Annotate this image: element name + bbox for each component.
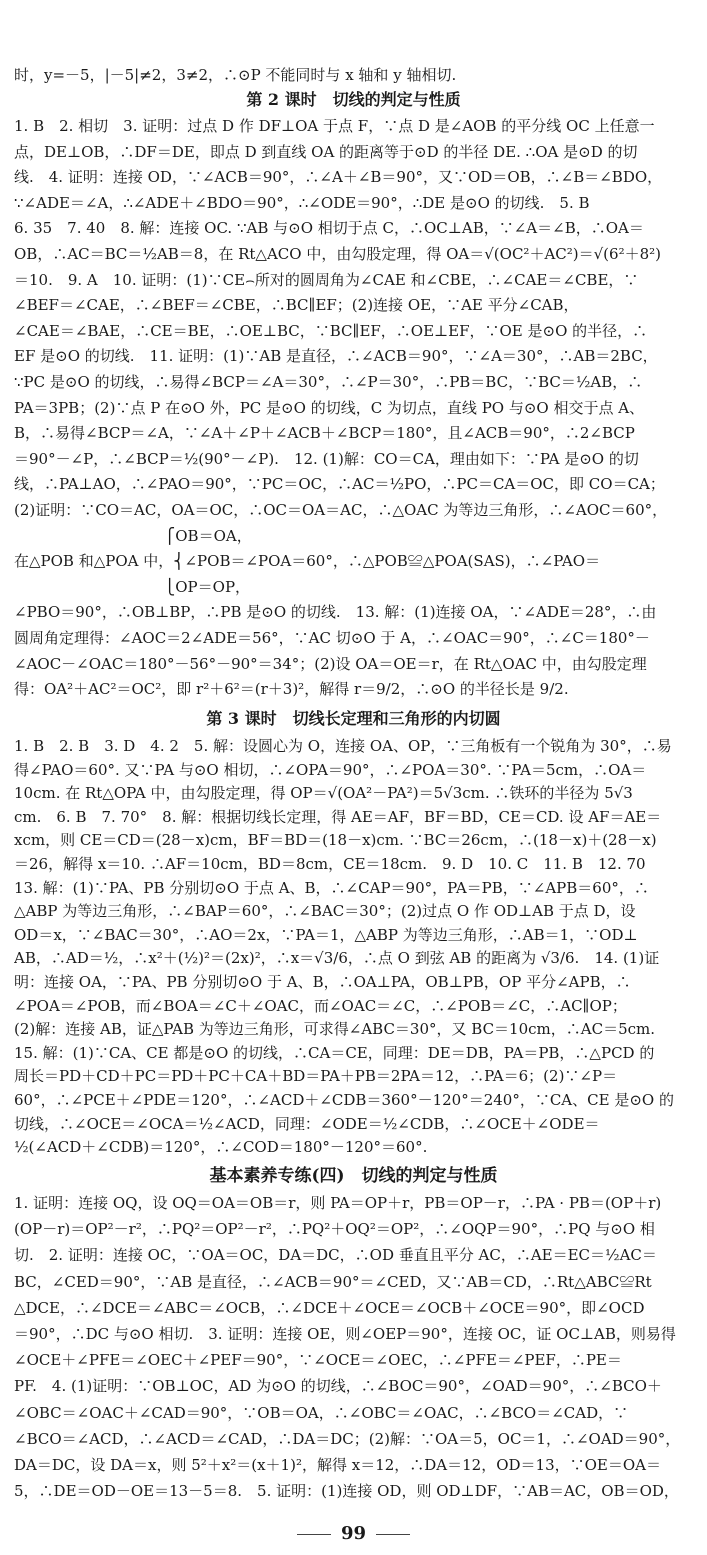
text-line: ＝90°－∠P，∴∠BCP＝½(90°－∠P). 12. (1)解：CO＝CA，理由如下：∵PA 是⊙O 的切 [14, 449, 639, 468]
text-line: 在△POB 和△POA 中，⎨∠POB＝∠POA＝60°，∴△POB≌△POA(SAS)，∴∠PAO＝ [14, 552, 601, 571]
text-line: 切线，∴∠OCE＝∠OCA＝½∠ACD，同理：∠ODE＝½∠CDB，∴∠OCE＋∠ODE＝ [14, 1114, 600, 1133]
text-line: 10cm. 在 Rt△OPA 中，由勾股定理，得 OP＝√(OA²－PA²)＝5√3cm. ∴铁环的半径为 5√3 [14, 784, 633, 803]
text-line: 线. 4. 证明：连接 OD，∵∠ACB＝90°，∴∠A＋∠B＝90°，又∵OD＝OB，∴∠B＝∠BDO， [14, 168, 663, 187]
text-line: EF 是⊙O 的切线. 11. 证明：(1)∵AB 是直径，∴∠ACB＝90°，∵∠A＝30°，∴AB＝2BC， [14, 347, 658, 366]
text-line: ∵∠ADE＝∠A，∴∠ADE＋∠BDO＝90°，∴∠ODE＝90°，∴DE 是⊙O 的切线. 5. B [14, 193, 590, 212]
text-line: (2)解：连接 AB，证△PAB 为等边三角形，可求得∠ABC＝30°，又 BC＝10cm，∴AC＝5cm. [14, 1020, 656, 1039]
text-line: AB，∴AD＝½，∴x²＋(½)²＝(2x)²，∴x＝√3/6，∴点 O 到弦 AB 的距离为 √3/6. 14. (1)证 [14, 949, 660, 968]
text-line: ∵PC 是⊙O 的切线，∴易得∠BCP＝∠A＝30°，∴∠P＝30°，∴PB＝BC，∵BC＝½AB，∴ [14, 373, 643, 391]
text-line: xcm，则 CE＝CD＝(28－x)cm，BF＝BD＝(18－x)cm. ∵BC＝26cm，∴(18－x)＋(28－x) [14, 831, 657, 850]
text-line: 15. 解：(1)∵CA、CE 都是⊙O 的切线，∴CA＝CE，同理：DE＝DB，PA＝PB，∴△PCD 的 [14, 1043, 655, 1062]
text-line: ＝90°，∴DC 与⊙O 相切. 3. 证明：连接 OE，则∠OEP＝90°，连接 OC，证 OC⊥AB，则易得 [14, 1325, 676, 1343]
text-line: ＝10. 9. A 10. 证明：(1)∵CE⌢所对的圆周角为∠CAE 和∠CBE，∴∠CAE＝∠CBE，∵ [14, 270, 639, 289]
text-line: 1. B 2. 相切 3. 证明：过点 D 作 DF⊥OA 于点 F，∵点 D 是∠AOB 的平分线 OC 上任意一 [14, 117, 655, 135]
text-line: OD＝x，∵∠BAC＝30°，∴AO＝2x，∵PA＝1，△ABP 为等边三角形，∴AB＝1，∵OD⊥ [14, 925, 638, 944]
text-line: 得∠PAO＝60°. 又∵PA 与⊙O 相切，∴∠OPA＝90°，∴∠POA＝30°. ∵PA＝5cm，∴OA＝ [14, 760, 647, 779]
text-line: ∠BCO＝∠ACD，∴∠ACD＝∠CAD，∴DA＝DC；(2)解：∵OA＝5，OC＝1，∴∠OAD＝90°， [14, 1429, 681, 1448]
page-number-right-rule [376, 1534, 410, 1535]
text-line: 13. 解：(1)∵PA、PB 分别切⊙O 于点 A、B，∴∠CAP＝90°，PA＝PB，∵∠APB＝60°，∴ [14, 878, 649, 897]
text-line: 得：OA²＋AC²＝OC²，即 r²＋6²＝(r＋3)²，解得 r＝9/2，∴⊙O 的半径长是 9/2. [14, 680, 569, 699]
text-line: PF. 4. (1)证明：∵OB⊥OC，AD 为⊙O 的切线，∴∠BOC＝90°，∠OAD＝90°，∴∠BCO＋ [14, 1377, 662, 1396]
text-line: 切. 2. 证明：连接 OC，∵OA＝OC，DA＝DC，∴OD 垂直且平分 AC，∴AE＝EC＝½AC＝ [14, 1246, 657, 1265]
text-line: 明：连接 OA，∵PA、PB 分别切⊙O 于 A、B，∴OA⊥PA，OB⊥PB，OP 平分∠APB，∴ [14, 973, 631, 991]
text-line: 1. 证明：连接 OQ，设 OQ＝OA＝OB＝r，则 PA＝OP＋r，PB＝OP－r，∴PA · PB＝(OP＋r) [14, 1194, 662, 1212]
text-line: ∠OBC＝∠OAC＋∠CAD＝90°，∵OB＝OA，∴∠OBC＝∠OAC，∴∠BCO＝∠CAD，∵ [14, 1403, 629, 1422]
text-line: (2)证明：∵CO＝AC，OA＝OC，∴OC＝OA＝AC，∴△OAC 为等边三角形，∴∠AOC＝60°， [14, 501, 668, 519]
text-line: DA＝DC，设 DA＝x，则 5²＋x²＝(x＋1)²，解得 x＝12，∴DA＝12，OD＝13，∵OE＝OA＝ [14, 1456, 662, 1474]
text-line: ∠PBO＝90°，∴OB⊥BP，∴PB 是⊙O 的切线. 13. 解：(1)连接 OA，∵∠ADE＝28°，∴由 [14, 603, 657, 622]
text-line: ∠CAE＝∠BAE，∴CE＝BE，∴OE⊥BC，∵BC∥EF，∴OE⊥EF，∵OE 是⊙O 的半径，∴ [14, 321, 648, 340]
text-line: BC，∠CED＝90°，∵AB 是直径，∴∠ACB＝90°＝∠CED，又∵AB＝CD，∴Rt△ABC≌Rt [14, 1272, 652, 1291]
text-line: (OP－r)＝OP²－r²，∴PQ²＝OP²－r²，∴PQ²＋OQ²＝OP²，∴∠OQP＝90°，∴PQ 与⊙O 相 [14, 1220, 655, 1239]
text-line: ∠OCE＋∠PFE＝∠OEC＋∠PEF＝90°，∵∠OCE＝∠OEC，∴∠PFE＝∠PEF，∴PE＝ [14, 1351, 622, 1370]
text-line: cm. 6. B 7. 70° 8. 解：根据切线长定理，得 AE＝AF，BF＝BD，CE＝CD. 设 AF＝AE＝ [14, 807, 662, 826]
text-line: 1. B 2. B 3. D 4. 2 5. 解：设圆心为 O，连接 OA、OP，∵三角板有一个锐角为 30°，∴易 [14, 737, 672, 755]
page-number [0, 1522, 707, 1546]
page-number-left-rule [297, 1534, 331, 1535]
text-line: 60°，∴∠PCE＋∠PDE＝120°，∴∠ACD＋∠CDB＝360°－120°＝240°，∵CA、CE 是⊙O 的 [14, 1091, 674, 1109]
section-heading-lesson-3: 第 3 课时 切线长定理和三角形的内切圆 [206, 709, 501, 728]
text-line: ＝26，解得 x＝10. ∴AF＝10cm，BD＝8cm，CE＝18cm. 9. D 10. C 11. B 12. 70 [14, 855, 646, 873]
text-line: 线，∴PA⊥AO，∴∠PAO＝90°，∵PC＝OC，∴AC＝½PO，∴PC＝CA＝OC，即 CO＝CA； [14, 475, 665, 494]
text-line: ∠AOC－∠OAC＝180°－56°－90°＝34°；(2)设 OA＝OE＝r，在 Rt△OAC 中，由勾股定理 [14, 654, 647, 673]
text-line: 周长＝PD＋CD＋PC＝PD＋PC＋CA＋BD＝PA＋PB＝2PA＝12，∴PA＝6；(2)∵∠P＝ [14, 1067, 618, 1086]
text-line: PA＝3PB；(2)∵点 P 在⊙O 外，PC 是⊙O 的切线，C 为切点，直线 PO 与⊙O 相交于点 A、 [14, 398, 645, 417]
text-line: △ABP 为等边三角形，∴∠BAP＝60°，∴∠BAC＝30°；(2)过点 O 作 OD⊥AB 于点 D，设 [14, 902, 636, 921]
page-number-text: 99 [340, 1523, 367, 1544]
text-line: B，∴易得∠BCP＝∠A，∵∠A＋∠P＋∠ACB＋∠BCP＝180°，且∠ACB＝90°，∴2∠BCP [14, 424, 635, 443]
text-line: △DCE，∴∠DCE＝∠ABC＝∠OCB，∴∠DCE＋∠OCE＝∠OCB＋∠OCE＝90°，即∠OCD [14, 1298, 645, 1317]
text-line: 时，y=－5，|－5|≠2，3≠2，∴⊙P 不能同时与 x 轴和 y 轴相切. [14, 66, 457, 84]
section-heading-lesson-2: 第 2 课时 切线的判定与性质 [246, 90, 461, 109]
text-line: 6. 35 7. 40 8. 解：连接 OC. ∵AB 与⊙O 相切于点 C，∴OC⊥AB，∵∠A＝∠B，∴OA＝ [14, 219, 644, 238]
text-line: ∠BEF＝∠CAE，∴∠BEF＝∠CBE，∴BC∥EF；(2)连接 OE，∵AE 平分∠CAB， [14, 296, 579, 315]
text-line: ½(∠ACD＋∠CDB)＝120°，∴∠COD＝180°－120°＝60°. [14, 1138, 428, 1157]
text-line: ⎧OB＝OA， [14, 526, 252, 545]
text-line: OB，∴AC＝BC＝½AB＝8，在 Rt△ACO 中，由勾股定理，得 OA＝√(OC²＋AC²)＝√(6²＋8²) [14, 245, 661, 263]
text-line: ⎩OP＝OP， [14, 577, 251, 596]
text-line: 5，∴DE＝OD－OE＝13－5＝8. 5. 证明：(1)连接 OD，则 OD⊥DF，∵AB＝AC，OB＝OD， [14, 1482, 679, 1501]
text-line: ∠POA＝∠POB，而∠BOA＝∠C＋∠OAC，而∠OAC＝∠C，∴∠POB＝∠C，∴AC∥OP； [14, 996, 627, 1015]
section-heading-practice-4: 基本素养专练(四) 切线的判定与性质 [209, 1166, 498, 1186]
text-line: 圆周角定理得：∠AOC＝2∠ADE＝56°，∵AC 切⊙O 于 A，∴∠OAC＝90°，∴∠C＝180°－ [14, 629, 650, 647]
text-line: 点，DE⊥OB，∴DF＝DE，即点 D 到直线 OA 的距离等于⊙D 的半径 DE. ∴OA 是⊙D 的切 [14, 142, 638, 161]
